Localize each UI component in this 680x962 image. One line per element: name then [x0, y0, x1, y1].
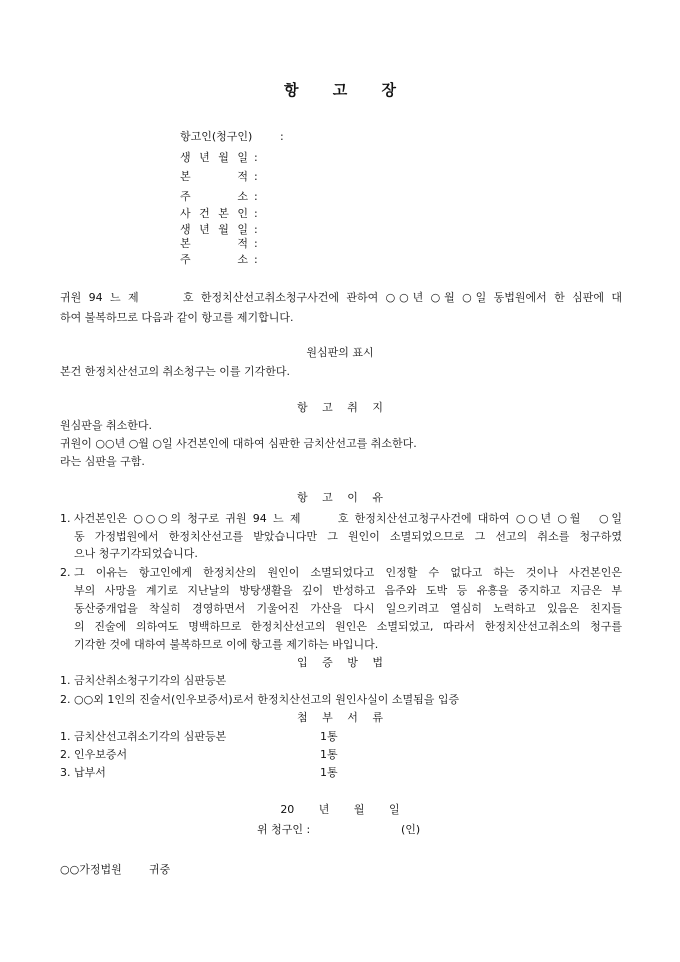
reason-number: 2.: [60, 566, 71, 579]
evidence-heading: 입 증 방 법: [297, 656, 383, 669]
attachment-number: 2.: [60, 748, 71, 761]
attachment-number: 1.: [60, 730, 71, 743]
original-judgment-text: 본건 한정치산선고의 취소청구는 이를 기각한다.: [60, 365, 291, 378]
filing-date: 20 년 월 일: [280, 803, 400, 816]
appeal-purpose-line: 라는 심판을 구함.: [60, 455, 145, 468]
original-judgment-heading: 원심판의 표시: [306, 346, 374, 359]
field-colon: :: [254, 190, 258, 203]
birth-date-label: 생 년 월 일: [180, 223, 248, 236]
appeal-purpose-heading: 항 고 취 지: [297, 401, 383, 414]
reason-line: 기각한 것에 대하여 불복하므로 이에 항고를 제기하는 바입니다.: [74, 638, 379, 651]
attachment-count: 1통: [320, 748, 338, 761]
evidence-text: 금치산취소청구기각의 심판등본: [74, 674, 227, 687]
reason-line: 그 이유는 항고인에게 한정치산의 원인이 소멸되었다고 인정할 수 없다고 하는 것이나 사건본인은: [74, 566, 622, 579]
field-colon: :: [254, 237, 258, 250]
birth-date-label: 생 년 월 일: [180, 151, 248, 164]
evidence-number: 2.: [60, 693, 71, 706]
reason-line: 부의 사망을 계기로 지난날의 방탕생활을 깊이 반성하고 음주와 도박 등 유흥을 중지하고 지금은 부: [74, 584, 622, 597]
address-label: 주 소: [180, 190, 248, 203]
field-colon: :: [254, 223, 258, 236]
party-field-row: [180, 206, 258, 222]
evidence-number: 1.: [60, 674, 71, 687]
evidence-text: ○○외 1인의 진술서(인우보증서)로서 한정치산선고의 원인사실이 소멸됨을 입증: [74, 693, 460, 706]
attachments-heading: 첨 부 서 류: [297, 711, 383, 724]
field-colon: :: [254, 207, 258, 220]
party-field-row: [180, 252, 258, 268]
recipient-court: ○○가정법원: [60, 863, 122, 876]
attachment-text: 인우보증서: [74, 748, 128, 761]
reason-line: 동 가정법원에서 한정치산선고를 받았습니다만 그 원인이 소멸되었으므로 그 선고의 취소를 청구하였: [74, 530, 622, 543]
case-principal-label: 사 건 본 인: [180, 207, 248, 220]
seal-mark: (인): [401, 823, 421, 836]
reason-line: 사건본인은 ○○○의 청구로 귀원 94 느 제 호 한정치산선고청구사건에 대하여 ○○년 ○월 ○일: [74, 512, 622, 525]
appeal-purpose-line: 귀원이 ○○년 ○월 ○일 사건본인에 대하여 심판한 금치산선고를 취소한다.: [60, 437, 417, 450]
reason-line: 의 진술에 의하여도 명백하므로 한정치산선고의 원인은 소멸되었고, 따라서 한정치산선고취소의 청구를: [74, 620, 622, 633]
recipient-suffix: 귀중: [149, 863, 171, 876]
attachment-text: 금치산선고취소기각의 심판등본: [74, 730, 227, 743]
intro-line: 귀원 94 느 제 호 한정치산선고취소청구사건에 관하여 ○○년 ○월 ○일 동법원에서 한 심판에 대: [60, 291, 622, 304]
reason-line: 으나 청구기각되었습니다.: [74, 547, 198, 560]
field-colon: :: [254, 170, 258, 183]
reason-number: 1.: [60, 512, 71, 525]
field-colon: :: [254, 253, 258, 266]
appellant-row: [180, 129, 284, 145]
attachment-text: 납부서: [74, 766, 106, 779]
field-colon: :: [280, 130, 284, 143]
attachment-number: 3.: [60, 766, 71, 779]
document-title: 항 고 장: [284, 81, 396, 99]
attachment-count: 1통: [320, 730, 338, 743]
intro-line: 하여 불복하므로 다음과 같이 항고를 제기합니다.: [60, 311, 294, 324]
appellant-label: 항고인(청구인): [180, 130, 253, 143]
registered-domicile-label: 본 적: [180, 170, 248, 183]
appeal-purpose-line: 원심판을 취소한다.: [60, 419, 153, 432]
appeal-reasons-heading: 항 고 이 유: [297, 491, 383, 504]
party-field-row: [180, 169, 258, 185]
registered-domicile-label: 본 적: [180, 237, 248, 250]
party-field-row: [180, 236, 258, 252]
party-field-row: [180, 189, 258, 205]
address-label: 주 소: [180, 253, 248, 266]
reason-line: 동산중개업을 착실히 경영하면서 기울어진 가산을 다시 일으키려고 열심히 노력하고 있음은 친지들: [74, 602, 622, 615]
field-colon: :: [254, 151, 258, 164]
claimant-label: 위 청구인 :: [257, 823, 311, 836]
party-field-row: [180, 150, 258, 166]
attachment-count: 1통: [320, 766, 338, 779]
